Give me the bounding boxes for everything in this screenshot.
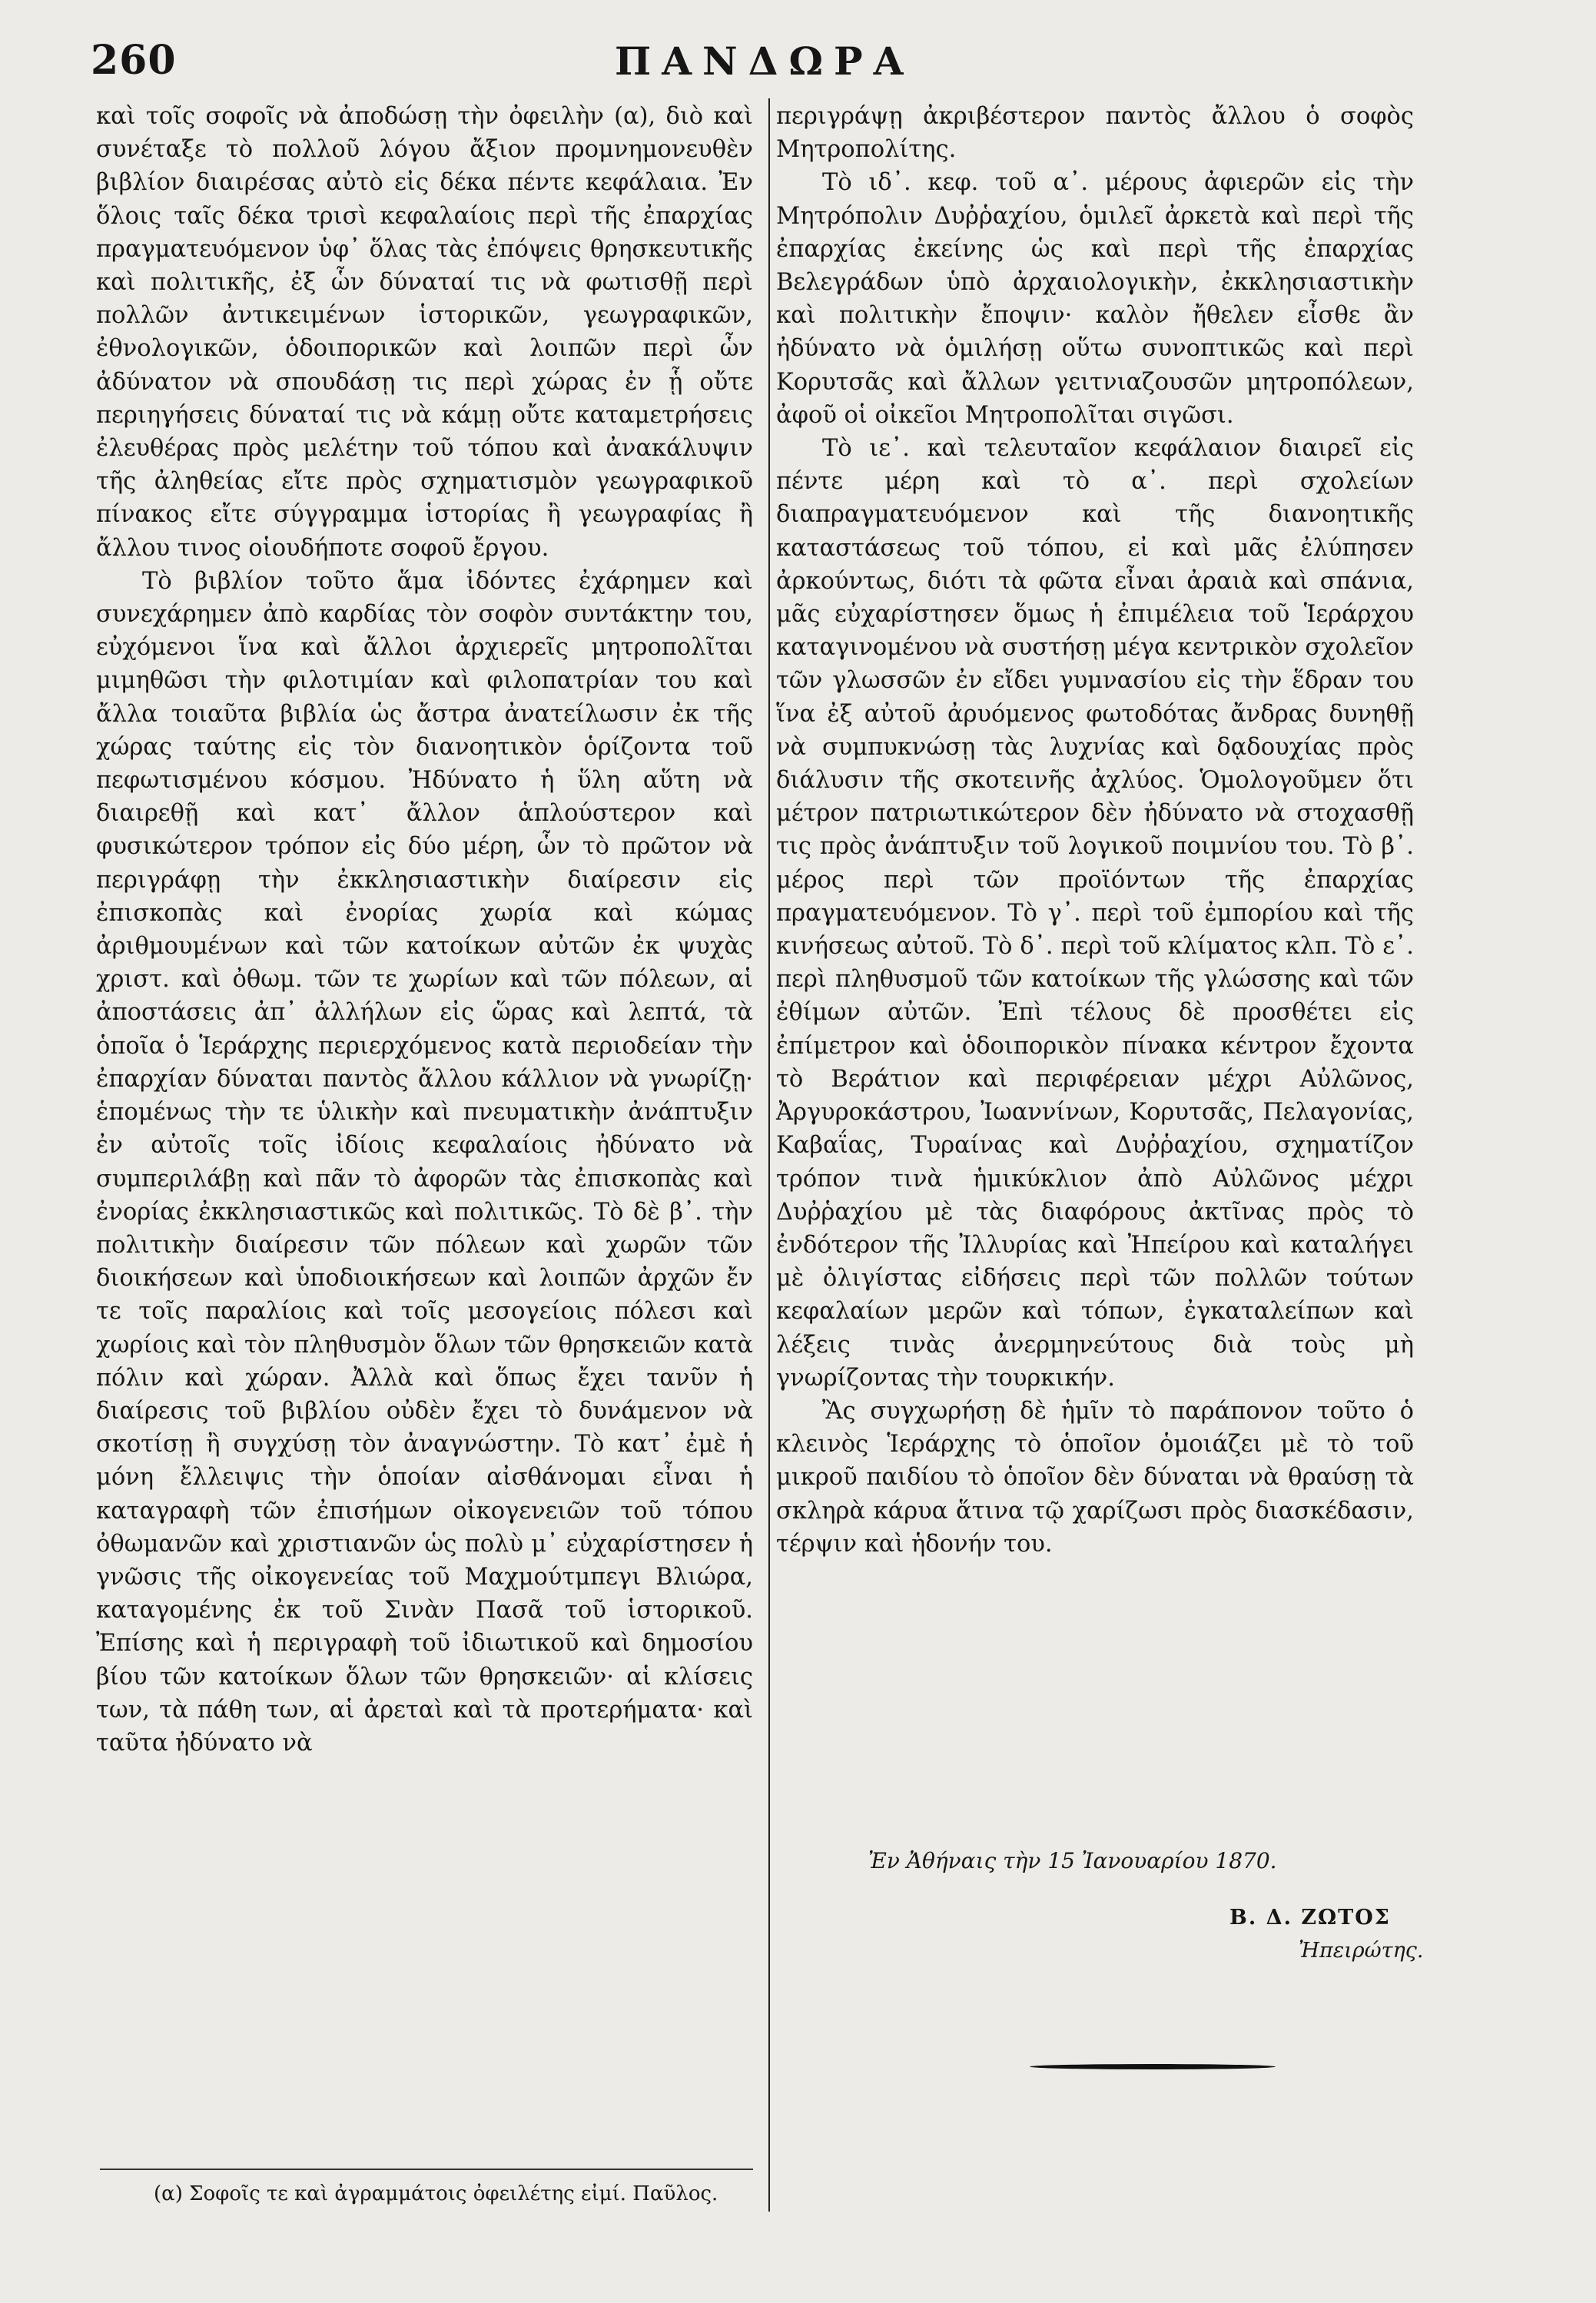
end-ornament-rule	[1030, 2064, 1276, 2069]
left-paragraph-1: καὶ τοῖς σοφοῖς νὰ ἀποδώσῃ τὴν ὀφειλὴν (α), διὸ καὶ συνέταξε τὸ πολλοῦ λόγου ἄξιον προμνημονευθὲν βιβλίον διαιρέσας αὐτὸ εἰς δέκα πέντε κεφάλαια. Ἐν ὅλοις ταῖς δέκα τρισὶ κεφαλαίοις περὶ τῆς ἐπαρχίας πραγματευόμενον ὑφ᾽ ὅλας τὰς ἐπόψεις θρησκευτικῆς καὶ πολιτικῆς, ἐξ ὧν δύναταί τις νὰ φωτισθῇ περὶ πολλῶν ἀντικειμένων ἱστορικῶν, γεωγραφικῶν, ἐθνολογικῶν, ὁδοιπορικῶν καὶ λοιπῶν περὶ ὧν ἀδύνατον νὰ σπουδάσῃ τις περὶ χώρας ἐν ᾗ οὔτε περιηγήσεις δύναταί τις νὰ κάμῃ οὔτε καταμετρήσεις ἐλευθέρας πρὸς μελέτην τοῦ τόπου καὶ ἀνακάλυψιν τῆς ἀληθείας εἴτε πρὸς σχηματισμὸν γεωγραφικοῦ πίνακος εἴτε σύγγραμμα ἱστορίας ἢ γεωγραφίας ἢ ἄλλου τινος οἱουδήποτε σοφοῦ ἔργου.	[96, 103, 753, 562]
left-column	[96, 100, 753, 1760]
footnote-divider	[100, 2169, 753, 2170]
footnote: (α) Σοφοῖς τε καὶ ἀγραμμάτοις ὀφειλέτης εἰμί. Παῦλος.	[154, 2182, 718, 2205]
right-paragraph-3: Τὸ ιε᾽. καὶ τελευταῖον κεφάλαιον διαιρεῖ εἰς πέντε μέρη καὶ τὸ α᾽. περὶ σχολείων διαπραγματευόμενον καὶ τῆς διανοητικῆς καταστάσεως τοῦ τόπου, εἰ καὶ μᾶς ἐλύπησεν ἀρκούντως, διότι τὰ φῶτα εἶναι ἀραιὰ καὶ σπάνια, μᾶς εὐχαρίστησεν ὅμως ἡ ἐπιμέλεια τοῦ Ἱεράρχου καταγινομένου νὰ συστήσῃ μέγα κεντρικὸν σχολεῖον τῶν γλωσσῶν ἐν εἴδει γυμνασίου εἰς τὴν ἕδραν του ἵνα ἐξ αὐτοῦ ἀρυόμενος φωτοδότας ἄνδρας δυνηθῇ νὰ συμπυκνώσῃ τὰς λυχνίας καὶ δᾳδουχίας πρὸς διάλυσιν τῆς σκοτεινῆς ἀχλύος. Ὁμολογοῦμεν ὅτι μέτρον πατριωτικώτερον δὲν ἠδύνατο νὰ στοχασθῇ τις πρὸς ἀνάπτυξιν τοῦ λογικοῦ ποιμνίου του. Τὸ β᾽. μέρος περὶ τῶν προϊόντων τῆς ἐπαρχίας πραγματευόμενον. Τὸ γ᾽. περὶ τοῦ ἐμπορίου καὶ τῆς κινήσεως αὐτοῦ. Τὸ δ᾽. περὶ τοῦ κλίματος κλπ. Τὸ ε᾽. περὶ πληθυσμοῦ τῶν κατοίκων τῆς γλώσσης καὶ τῶν ἐθίμων αὐτῶν. Ἐπὶ τέλους δὲ προσθέτει εἰς ἐπίμετρον καὶ ὁδοιπορικὸν πίνακα κέντρον ἔχοντα τὸ Βεράτιον καὶ περιφέρειαν μέχρι Αὐλῶνος, Ἀργυροκάστρου, Ἰωαννίνων, Κορυτσᾶς, Πελαγονίας, Καβαΐας, Τυραίνας καὶ Δυῤῥαχίου, σχηματίζον τρόπον τινὰ ἡμικύκλιον ἀπὸ Αὐλῶνος μέχρι Δυῤῥαχίου μὲ τὰς διαφόρους ἀκτῖνας πρὸς τὸ ἐνδότερον τῆς Ἰλλυρίας καὶ Ἠπείρου καὶ καταλήγει μὲ ὀλιγίστας εἰδήσεις περὶ τῶν πολλῶν τούτων κεφαλαίων μερῶν καὶ τόπων, ἐγκαταλείπων καὶ λέξεις τινὰς ἀνερμηνεύτους διὰ τοὺς μὴ γνωρίζοντας τὴν τουρκικήν.	[776, 435, 1414, 1392]
right-paragraph-4: Ἂς συγχωρήσῃ δὲ ἡμῖν τὸ παράπονον τοῦτο ὁ κλεινὸς Ἱεράρχης τὸ ὁποῖον ὁμοιάζει μὲ τὸ τοῦ μικροῦ παιδίου τὸ ὁποῖον δὲν δύναται νὰ θραύσῃ τὰ σκληρὰ κάρυα ἅτινα τῷ χαρίζωσι πρὸς διασκέδασιν, τέρψιν καὶ ἡδονήν του.	[776, 1397, 1414, 1558]
author-origin: Ἠπειρώτης.	[1299, 1939, 1424, 1963]
right-column	[776, 100, 1414, 1561]
journal-title: ΠΑΝΔΩΡΑ	[615, 38, 914, 84]
right-paragraph-1: περιγράψῃ ἀκριβέστερον παντὸς ἄλλου ὁ σοφὸς Μητροπολίτης.	[776, 103, 1414, 164]
page-number: 260	[91, 37, 177, 84]
left-paragraph-2: Τὸ βιβλίον τοῦτο ἅμα ἰδόντες ἐχάρημεν καὶ συνεχάρημεν ἀπὸ καρδίας τὸν σοφὸν συντάκτην του, εὐχόμενοι ἵνα καὶ ἄλλοι ἀρχιερεῖς μητροπολῖται μιμηθῶσι τὴν φιλοτιμίαν καὶ φιλοπατρίαν του καὶ ἄλλα τοιαῦτα βιβλία ὡς ἄστρα ἀνατείλωσιν ἐκ τῆς χώρας ταύτης εἰς τὸν διανοητικὸν ὁρίζοντα τοῦ πεφωτισμένου κόσμου. Ἠδύνατο ἡ ὕλη αὕτη νὰ διαιρεθῇ καὶ κατ᾽ ἄλλον ἁπλούστερον καὶ φυσικώτερον τρόπον εἰς δύο μέρη, ὧν τὸ πρῶτον νὰ περιγράφῃ τὴν ἐκκλησιαστικὴν διαίρεσιν εἰς ἐπισκοπὰς καὶ ἐνορίας χωρία καὶ κώμας ἀριθμουμένων καὶ τῶν κατοίκων αὐτῶν ἐκ ψυχὰς χριστ. καὶ ὀθωμ. τῶν τε χωρίων καὶ τῶν πόλεων, αἱ ἀποστάσεις ἀπ᾽ ἀλλήλων εἰς ὥρας καὶ λεπτά, τὰ ὁποῖα ὁ Ἱεράρχης περιερχόμενος κατὰ περιοδείαν τὴν ἐπαρχίαν δύναται παντὸς ἄλλου κάλλιον νὰ γνωρίζῃ· ἑπομένως τὴν τε ὑλικὴν καὶ πνευματικὴν ἀνάπτυξιν ἐν αὐτοῖς τοῖς ἰδίοις κεφαλαίοις ἠδύνατο νὰ συμπεριλάβῃ καὶ πᾶν τὸ ἀφορῶν τὰς ἐπισκοπὰς καὶ ἐνορίας ἐκκλησιαστικῶς καὶ πολιτικῶς. Τὸ δὲ β᾽. τὴν πολιτικὴν διαίρεσιν τῶν πόλεων καὶ χωρῶν τῶν διοικήσεων καὶ ὑποδιοικήσεων καὶ λοιπῶν ἀρχῶν ἔν τε τοῖς παραλίοις καὶ τοῖς μεσογείοις πόλεσι καὶ χωρίοις καὶ τὸν πληθυσμὸν ὅλων τῶν θρησκειῶν κατὰ πόλιν καὶ χώραν. Ἀλλὰ καὶ ὅπως ἔχει τανῦν ἡ διαίρεσις τοῦ βιβλίου οὐδὲν ἔχει τὸ δυνάμενον νὰ σκοτίσῃ ἢ συγχύσῃ τὸν ἀναγνώστην. Τὸ κατ᾽ ἐμὲ ἡ μόνη ἔλλειψις τὴν ὁποίαν αἰσθάνομαι εἶναι ἡ καταγραφὴ τῶν ἐπισήμων οἰκογενειῶν τοῦ τόπου ὀθωμανῶν καὶ χριστιανῶν ὡς πολὺ μ᾽ εὐχαρίστησεν ἡ γνῶσις τῆς οἰκογενείας τοῦ Μαχμούτμπεγι Βλιώρα, καταγομένης ἐκ τοῦ Σινὰν Πασᾶ τοῦ ἱστορικοῦ. Ἐπίσης καὶ ἡ περιγραφὴ τοῦ ἰδιωτικοῦ καὶ δημοσίου βίου τῶν κατοίκων ὅλων τῶν θρησκειῶν· αἱ κλίσεις των, τὰ πάθη των, αἱ ἀρεταὶ καὶ τὰ προτερήματα· καὶ ταῦτα ἠδύνατο νὰ	[96, 567, 753, 1757]
right-paragraph-2: Τὸ ιδ᾽. κεφ. τοῦ α᾽. μέρους ἀφιερῶν εἰς τὴν Μητρόπολιν Δυῤῥαχίου, ὁμιλεῖ ἀρκετὰ καὶ περὶ τῆς ἐπαρχίας ἐκείνης ὡς καὶ περὶ τῆς ἐπαρχίας Βελεγράδων ὑπὸ ἀρχαιολογικὴν, ἐκκλησιαστικὴν καὶ πολιτικὴν ἔποψιν· καλὸν ἤθελεν εἶσθε ἂν ἠδύνατο νὰ ὁμιλήσῃ οὕτω συνοπτικῶς καὶ περὶ Κορυτσᾶς καὶ ἄλλων γειτνιαζουσῶν μητροπόλεων, ἀφοῦ οἱ οἰκεῖοι Μητροπολῖται σιγῶσι.	[776, 169, 1414, 429]
author-signature: Β. Δ. ΖΩΤΟΣ	[1229, 1906, 1391, 1930]
dateline: Ἐν Ἀθήναις τὴν 15 Ἰανουαρίου 1870.	[868, 1848, 1277, 1873]
column-divider	[768, 98, 770, 2212]
